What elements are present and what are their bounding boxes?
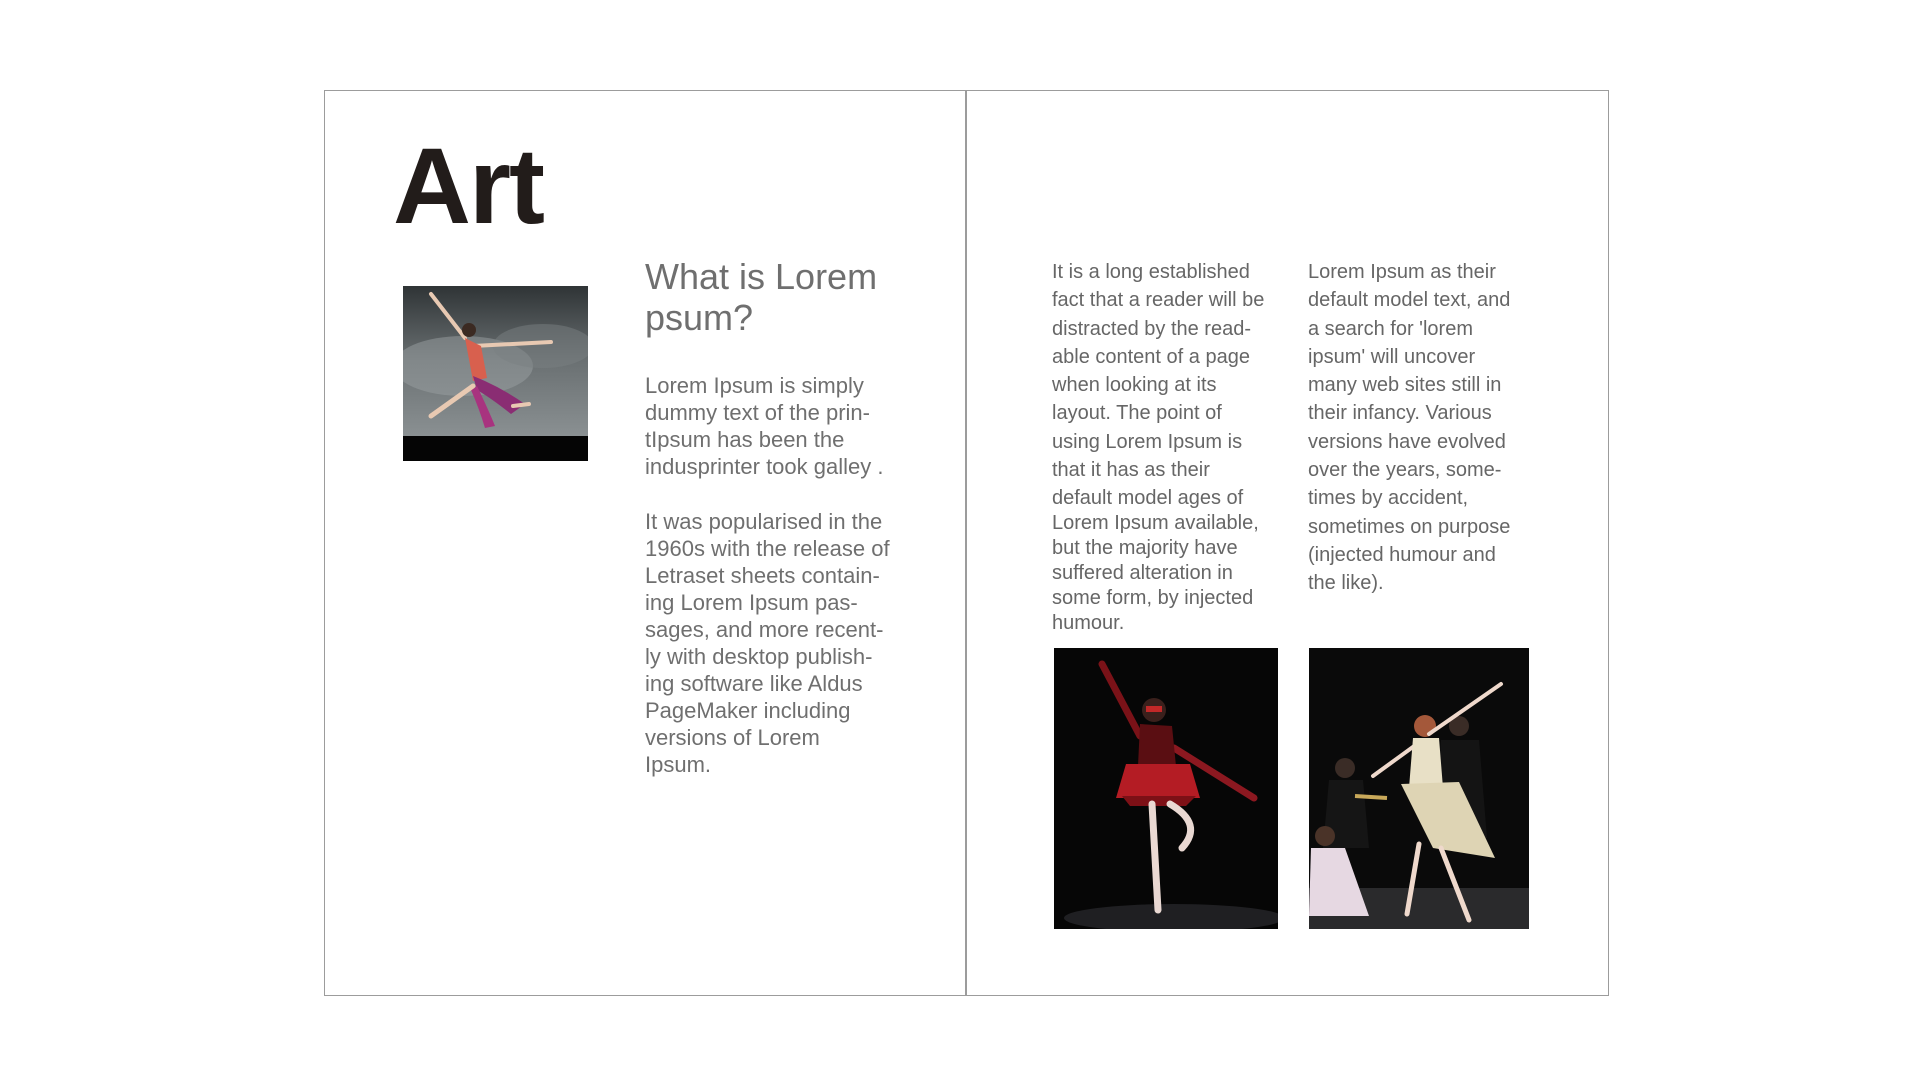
ballet-dancer-leap-photo — [403, 286, 588, 461]
right-column-2: Lorem Ipsum as their default model text, and a search for 'lorem ipsum' will uncover many web sites still in their infancy. Various versions have evolved over the years, some- times by accident, sometimes on purpose (injected humour and the like). — [1308, 261, 1511, 595]
ballerina-with-orchestra-photo — [1309, 648, 1529, 929]
right-column-1-top: It is a long established fact that a reader will be distracted by the read- able content of a page when looking at its layout. The point of using Lorem Ipsum is that it has as their default model ages of — [1052, 261, 1265, 510]
intro-paragraph: Lorem Ipsum is simply dummy text of the prin- tIpsum has been the indusprinter took galley . — [645, 373, 884, 479]
ballerina-red-costume-photo — [1054, 648, 1278, 929]
article-heading: What is Lorem psum? — [645, 256, 878, 338]
history-paragraph: It was popularised in the 1960s with the release of Letraset sheets contain- ing Lorem Ipsum pas- sages, and more recent- ly with desktop publish- ing software like Aldus PageMaker including versions of Lorem Ipsum. — [645, 509, 890, 777]
right-column-1-bottom: Lorem Ipsum available, but the majority have suffered alteration in some form, by injected humour. — [1052, 512, 1259, 634]
page-title: Art — [393, 125, 543, 246]
page-spine-divider — [965, 90, 967, 996]
